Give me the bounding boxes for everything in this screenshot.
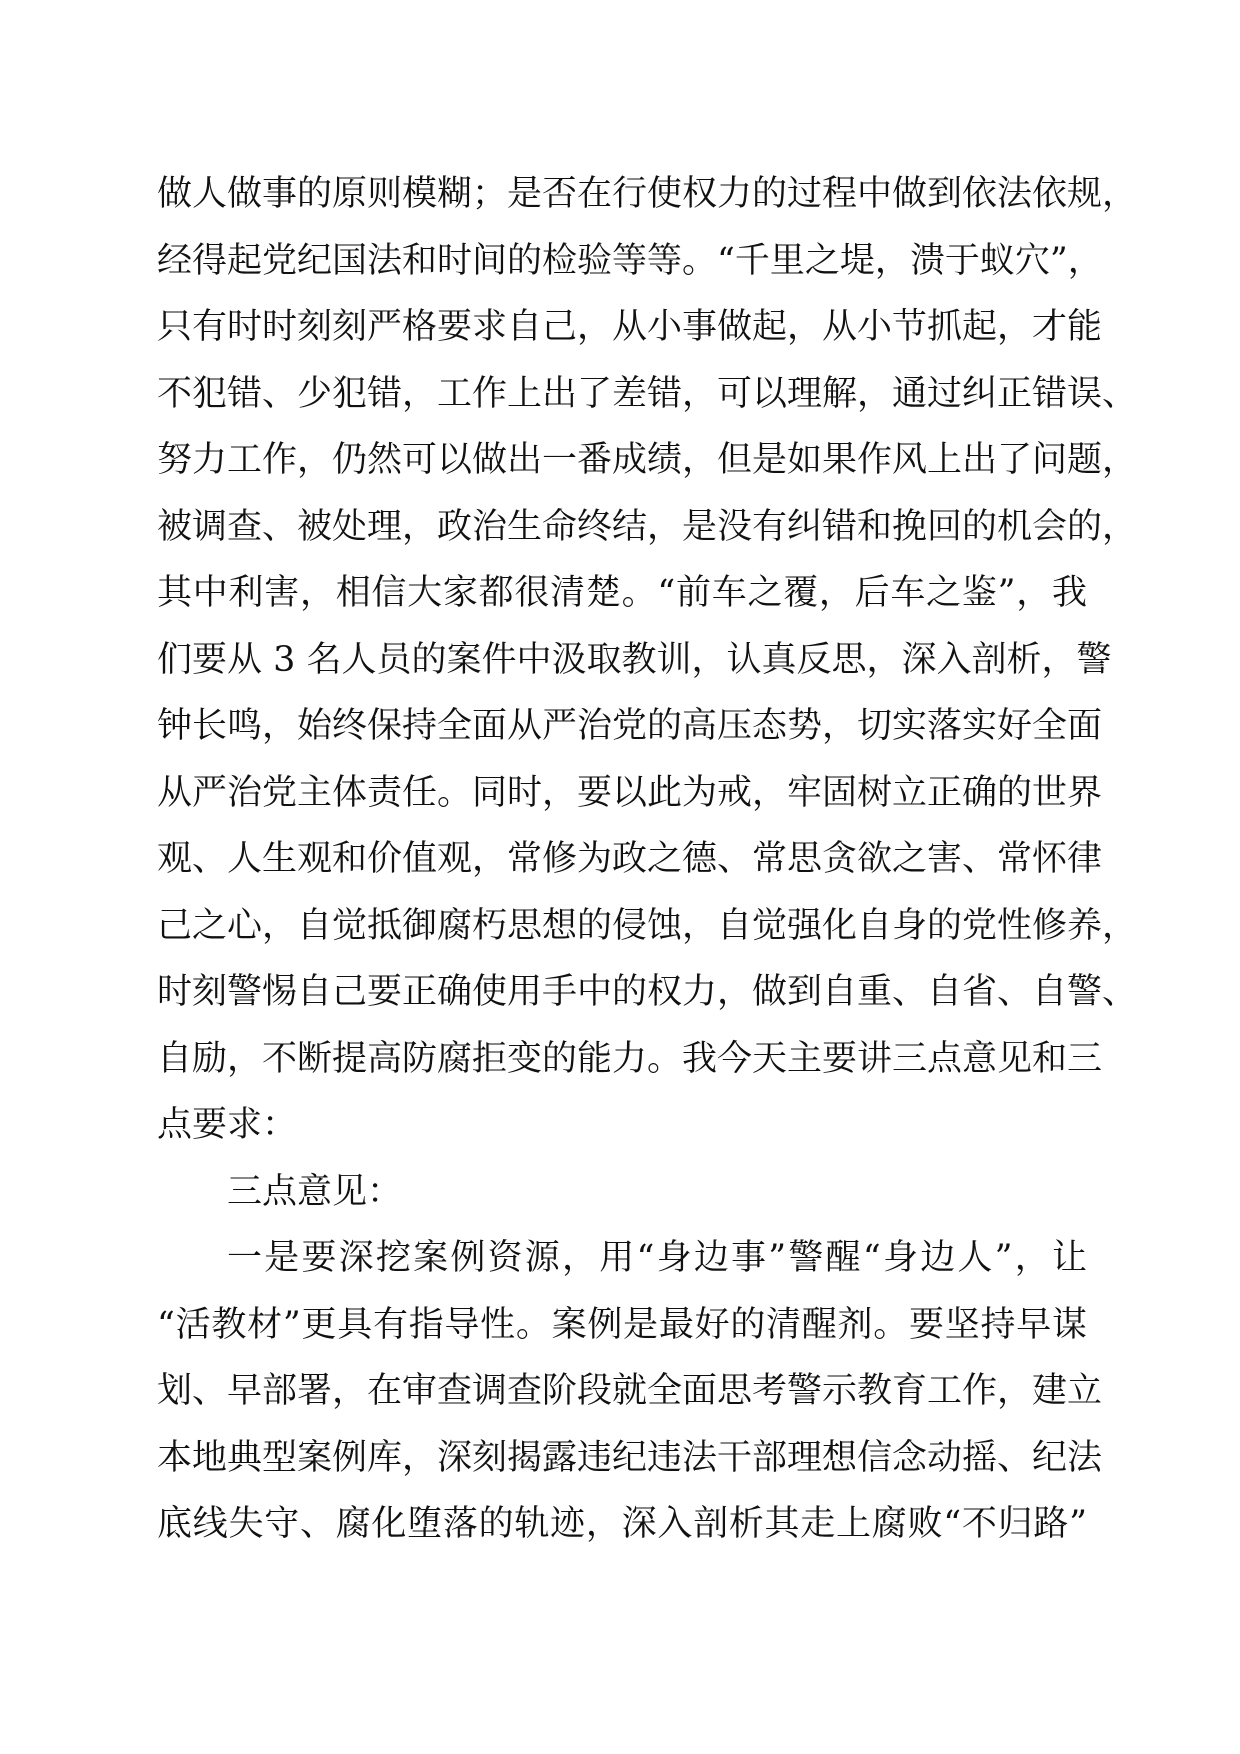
text-line: 底线失守、腐化堕落的轨迹，深入剖析其走上腐败“不归路” [157, 1504, 1087, 1544]
text-line: 本地典型案例库，深刻揭露违纪违法干部理想信念动摇、纪法 [157, 1438, 1103, 1478]
text-line: 经得起党纪国法和时间的检验等等。“千里之堤，溃于蚁穴”， [157, 241, 1103, 281]
text-line: 时刻警惕自己要正确使用手中的权力，做到自重、自省、自警、 [157, 972, 1138, 1012]
text-line: 其中利害，相信大家都很清楚。“前车之覆，后车之鉴”，我 [157, 573, 1087, 613]
text-line: 从严治党主体责任。同时，要以此为戒，牢固树立正确的世界 [157, 773, 1103, 813]
text-line: “活教材”更具有指导性。案例是最好的清醒剂。要坚持早谋 [157, 1305, 1087, 1345]
text-line: 努力工作，仍然可以做出一番成绩，但是如果作风上出了问题， [157, 440, 1138, 480]
text-line: 钟长鸣，始终保持全面从严治党的高压态势，切实落实好全面 [157, 706, 1103, 746]
text-line: 自励，不断提高防腐拒变的能力。我今天主要讲三点意见和三 [157, 1039, 1103, 1079]
text-line: 被调查、被处理，政治生命终结，是没有纠错和挽回的机会的， [157, 507, 1138, 547]
text-line: 不犯错、少犯错，工作上出了差错，可以理解，通过纠正错误、 [157, 374, 1138, 414]
section-heading: 三点意见： [227, 1172, 403, 1212]
text-line: 观、人生观和价值观，常修为政之德、常思贪欲之害、常怀律 [157, 839, 1103, 879]
text-line: 点要求： [157, 1105, 298, 1145]
text-line: 划、早部署，在审查调查阶段就全面思考警示教育工作，建立 [157, 1371, 1103, 1411]
text-line: 一是要深挖案例资源，用“身边事”警醒“身边人”，让 [227, 1238, 1087, 1278]
text-line: 做人做事的原则模糊；是否在行使权力的过程中做到依法依规， [157, 174, 1138, 214]
text-line: 己之心，自觉抵御腐朽思想的侵蚀，自觉强化自身的党性修养， [157, 906, 1138, 946]
text-line: 们要从 3 名人员的案件中汲取教训，认真反思，深入剖析，警 [157, 640, 1112, 680]
text-line: 只有时时刻刻严格要求自己，从小事做起，从小节抓起，才能 [157, 307, 1103, 347]
